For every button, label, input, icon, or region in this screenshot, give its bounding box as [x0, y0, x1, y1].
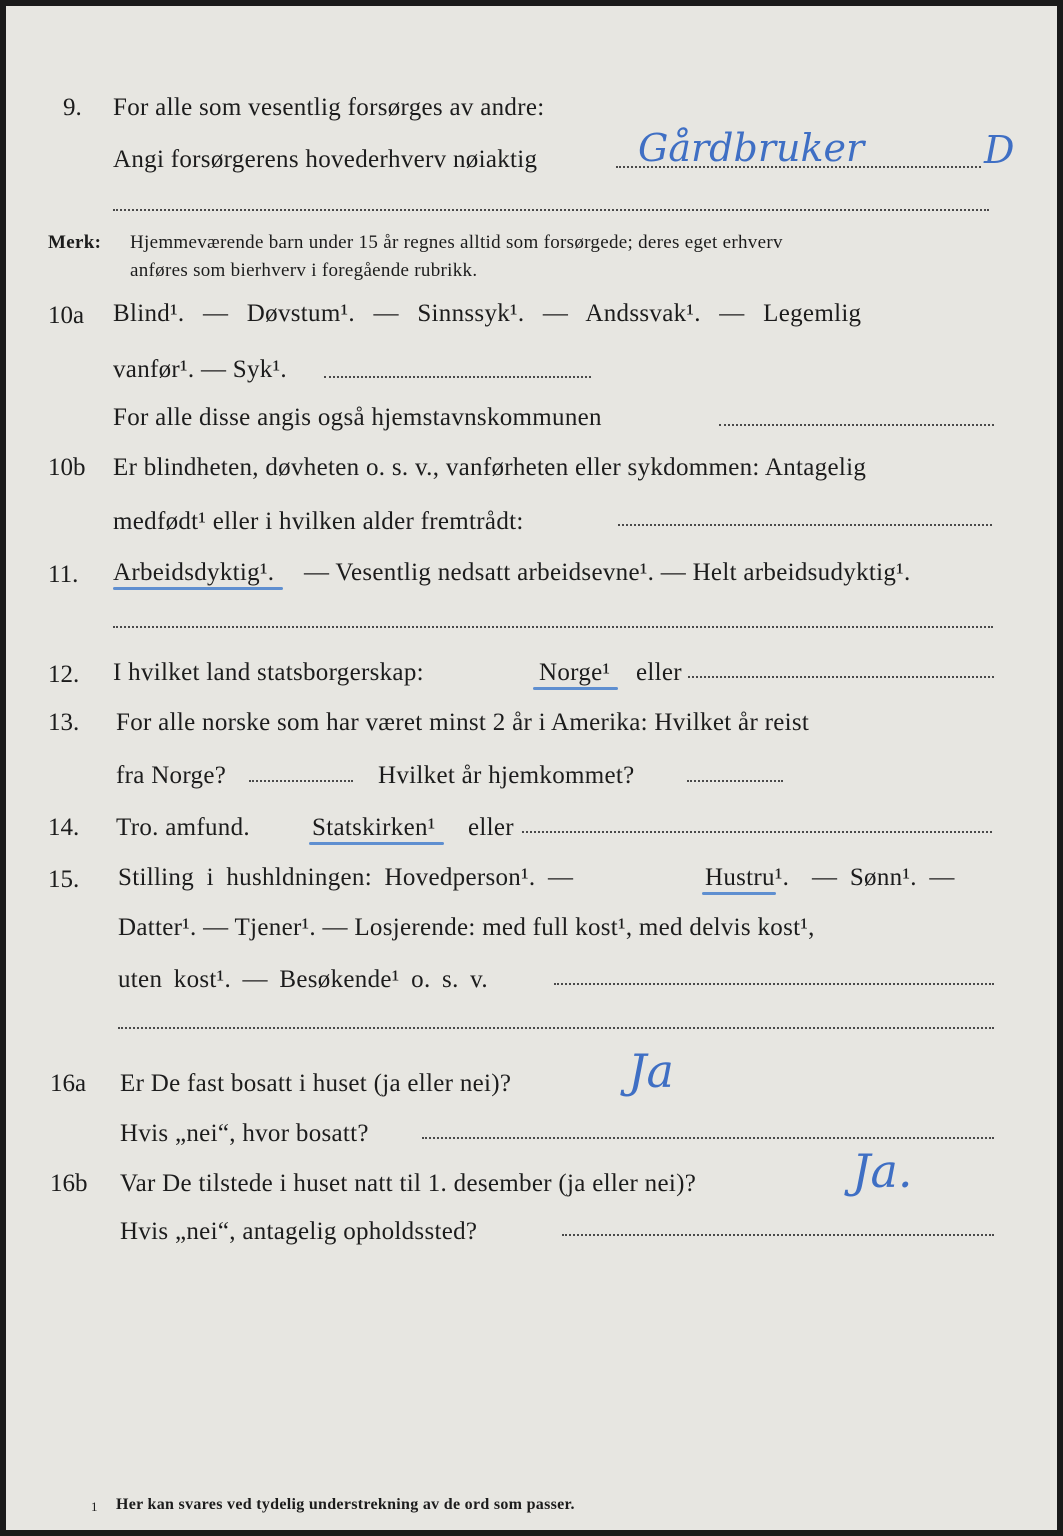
q13-line1: For alle norske som har været minst 2 år i Amerika: Hvilket år reist [116, 709, 810, 736]
q10b-line1: Er blindheten, døvheten o. s. v., vanførheten eller sykdommen: Antagelig [113, 454, 867, 481]
footnote-mark: 1 [91, 1499, 98, 1514]
q16b-answer: Ja. [852, 1144, 913, 1198]
q12-number: 12. [48, 661, 80, 688]
q12-underline [533, 687, 618, 690]
q14-underline [309, 842, 444, 845]
q12-dots [688, 676, 994, 678]
q11-option-arbeidsdyktig: Arbeidsdyktig¹. [113, 559, 275, 586]
q12-option-norge: Norge¹ [539, 659, 611, 686]
q10a-line2: vanfør¹. — Syk¹. [113, 356, 287, 383]
q11-extra-line [113, 626, 993, 628]
merk-line1: Hjemmeværende barn under 15 år regnes alltid som forsørgede; deres eget erhverv [130, 232, 783, 253]
q13-dots-b [687, 780, 783, 782]
q13-number: 13. [48, 709, 80, 736]
q10a-line3: For alle disse angis også hjemstavnskommunen [113, 404, 602, 431]
q11-number: 11. [48, 561, 79, 588]
q14-tail: eller [468, 814, 514, 841]
q14-text: Tro. amfund. [116, 814, 250, 841]
q15-line1b: — Sønn¹. — [812, 864, 955, 891]
q16b-line1: Var De tilstede i huset natt til 1. desember (ja eller nei)? [120, 1170, 697, 1197]
q15-option-hustru: Hustru¹. [705, 864, 790, 891]
q9-line2: Angi forsørgerens hovederhverv nøiaktig [113, 146, 538, 173]
q15-line1a: Stilling i hushldningen: Hovedperson¹. — [118, 864, 574, 891]
q15-extra-line [118, 1027, 994, 1029]
q14-dots [522, 831, 992, 833]
q9-number: 9. [63, 94, 82, 121]
q14-option-statskirken: Statskirken¹ [312, 814, 436, 841]
q13-line2a: fra Norge? [116, 762, 227, 789]
q15-number: 15. [48, 866, 80, 893]
q11-underline [113, 587, 283, 590]
q9-answer-mark: D [984, 128, 1015, 172]
q9-line1: For alle som vesentlig forsørges av andre: [113, 94, 545, 121]
q12-tail: eller [636, 659, 682, 686]
footnote-text: Her kan svares ved tydelig understrekning av de ord som passer. [116, 1496, 575, 1513]
q10b-line2-dots [618, 524, 992, 526]
q16a-line2: Hvis „nei“, hvor bosatt? [120, 1120, 369, 1147]
merk-label: Merk: [48, 232, 102, 253]
q16b-number: 16b [50, 1170, 88, 1197]
q16a-answer: Ja [628, 1044, 674, 1098]
q9-answer: Gårdbruker [638, 126, 865, 170]
census-form-page [6, 6, 1057, 1530]
q11-rest: — Vesentlig nedsatt arbeidsevne¹. — Helt arbeidsudyktig¹. [304, 559, 911, 586]
q10a-line3-dots [719, 424, 994, 426]
q9-extra-line [113, 209, 989, 211]
q16a-dots [422, 1137, 994, 1139]
q15-dots [554, 983, 994, 985]
q13-dots-a [249, 780, 353, 782]
q16a-number: 16a [50, 1070, 87, 1097]
q10a-line1: Blind¹. — Døvstum¹. — Sinnssyk¹. — Andssvak¹. — Legemlig [113, 300, 862, 327]
q10a-line2-dots [324, 376, 591, 378]
q12-text: I hvilket land statsborgerskap: [113, 659, 424, 686]
q16b-dots [562, 1234, 994, 1236]
q14-number: 14. [48, 814, 80, 841]
q15-line3: uten kost¹. — Besøkende¹ o. s. v. [118, 966, 488, 993]
merk-line2: anføres som bierhverv i foregående rubrikk. [130, 260, 478, 281]
q16a-line1: Er De fast bosatt i huset (ja eller nei)? [120, 1070, 512, 1097]
q15-line2: Datter¹. — Tjener¹. — Losjerende: med full kost¹, med delvis kost¹, [118, 914, 815, 941]
q10a-number: 10a [48, 302, 85, 329]
q10b-line2: medfødt¹ eller i hvilken alder fremtrådt: [113, 508, 524, 535]
q10b-number: 10b [48, 454, 86, 481]
q15-underline [702, 892, 776, 895]
q16b-line2: Hvis „nei“, antagelig opholdssted? [120, 1218, 478, 1245]
q13-line2b: Hvilket år hjemkommet? [378, 762, 635, 789]
